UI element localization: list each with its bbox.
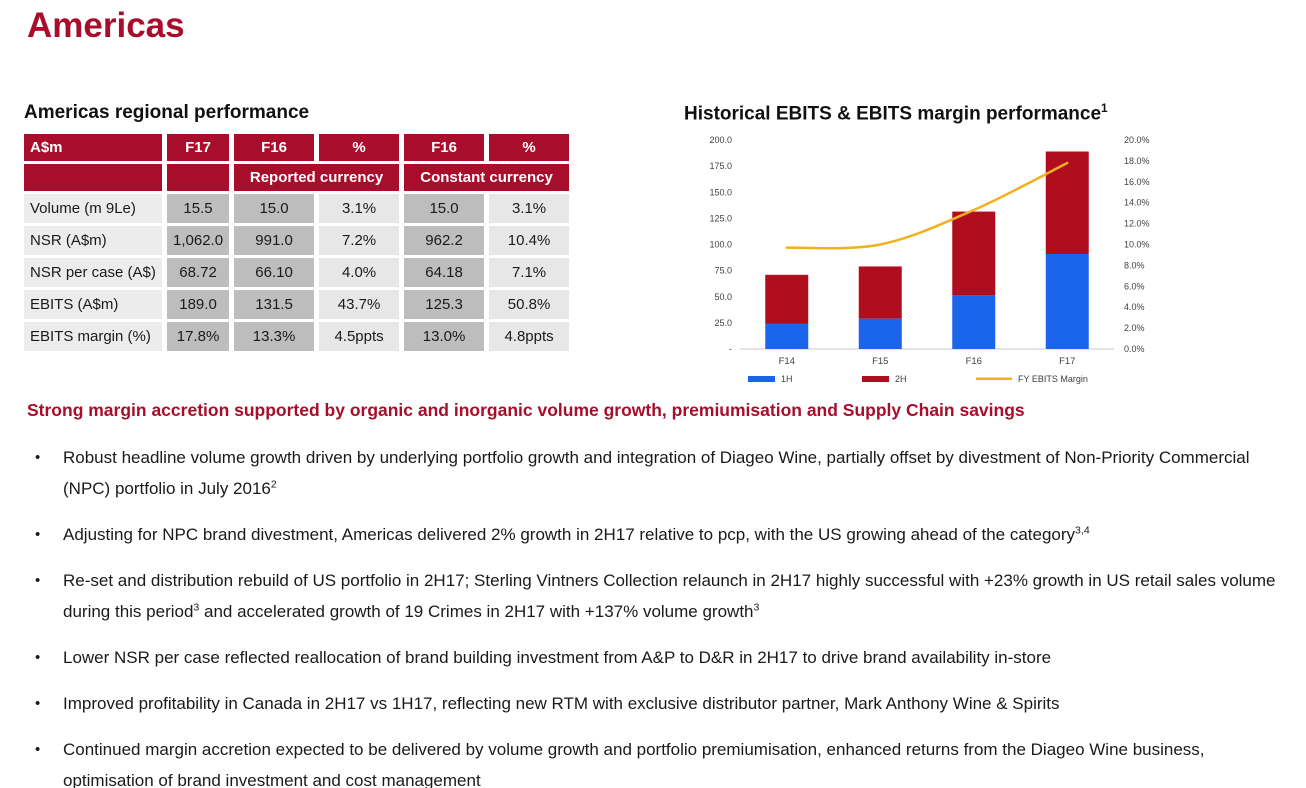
footnote-marker: 3,4 [1075,524,1090,537]
legend-label-2h: 2H [895,374,907,385]
bullet-list [27,442,1289,788]
right-axis-label: 20.0% [1124,135,1150,146]
col-header-f16-constant: F16 [404,134,484,161]
bullet-text: Re-set and distribution rebuild of US portfolio in 2H17; Sterling Vintners Collection relaunch in 2H17 highly successful with +23% growth in US retail sales volume during this period [63,571,1276,621]
table-row-volume [24,194,569,223]
cell-value: 50.8% [489,290,569,319]
bar-2h-f15 [859,267,902,319]
cell-value: 1,062.0 [167,226,229,255]
col-header-pct-constant: % [489,134,569,161]
cell-value: 13.3% [234,322,314,351]
bullet-item [27,442,1289,504]
cell-value: 125.3 [404,290,484,319]
col-header-asm: A$m [24,134,162,161]
left-axis-label: 25.0 [714,318,732,329]
bullet-text: Lower NSR per case reflected reallocation of brand building investment from A&P to D&R in 2H17 to drive brand availability in-store [63,648,1052,667]
bullet-text: Robust headline volume growth driven by underlying portfolio growth and integration of Diageo Wine, partially offset by divestment of Non-Priority Commercial (NPC) portfolio in July 2016 [63,448,1250,498]
chart-title [684,102,1264,125]
left-axis-label: - [729,344,732,355]
left-axis-label: 150.0 [709,187,732,198]
bullet-text: Adjusting for NPC brand divestment, Americas delivered 2% growth in 2H17 relative to pcp, with the US growing ahead of the category [63,525,1076,544]
cell-value: 15.0 [404,194,484,223]
left-axis-label: 100.0 [709,239,732,250]
left-axis-label: 75.0 [714,265,732,276]
cell-value: 10.4% [489,226,569,255]
right-axis-label: 2.0% [1124,323,1145,334]
right-axis-label: 10.0% [1124,239,1150,250]
chart-title-footnote-marker: 1 [1101,102,1108,115]
col-header-f16-reported: F16 [234,134,314,161]
cell-value: 3.1% [319,194,399,223]
bullet-text: and accelerated growth of 19 Crimes in 2H17 with +137% volume growth [199,602,754,621]
left-axis-label: 175.0 [709,161,732,172]
cell-value: 15.5 [167,194,229,223]
right-axis-label: 14.0% [1124,198,1150,209]
bullet-item [27,734,1289,788]
performance-table [19,131,574,354]
key-message: Strong margin accretion supported by organic and inorganic volume growth, premiumisation and Supply Chain savings [27,400,1025,420]
header-spacer-label [24,164,162,191]
right-axis-label: 8.0% [1124,260,1145,271]
bar-2h-f17 [1046,152,1089,255]
fy-ebits-margin-line [787,163,1068,248]
table-row-ebits-margin [24,322,569,351]
cell-value: 131.5 [234,290,314,319]
bullet-text: Continued margin accretion expected to be delivered by volume growth and portfolio premiumisation, enhanced returns from the Diageo Wine business, optimisation of brand investment and cost management [63,740,1205,788]
cell-value: 17.8% [167,322,229,351]
cell-value: 15.0 [234,194,314,223]
bar-1h-f15 [859,319,902,349]
right-axis-label: 4.0% [1124,302,1145,313]
cell-value: 7.2% [319,226,399,255]
cell-value: 13.0% [404,322,484,351]
bullet-item [27,642,1289,673]
bullet-item [27,688,1289,719]
col-header-pct-reported: % [319,134,399,161]
cell-value: 189.0 [167,290,229,319]
ebits-chart-section [684,102,1264,400]
row-label: EBITS margin (%) [24,322,162,351]
footnote-marker: 3 [193,601,200,614]
table-header-row-1 [24,134,569,161]
header-spacer-f17 [167,164,229,191]
left-axis-label: 125.0 [709,213,732,224]
bar-2h-f14 [765,275,808,324]
table-row-ebits [24,290,569,319]
bar-2h-f16 [952,212,995,295]
row-label: NSR (A$m) [24,226,162,255]
category-label: F17 [1059,356,1076,368]
bullet-text: Improved profitability in Canada in 2H17 vs 1H17, reflecting new RTM with exclusive distributor partner, Mark Anthony Wine & Spirits [63,694,1060,713]
bar-1h-f16 [952,295,995,349]
table-header-row-2 [24,164,569,191]
left-axis-label: 50.0 [714,292,732,303]
header-constant-currency: Constant currency [404,164,569,191]
right-axis-label: 6.0% [1124,281,1145,292]
legend-swatch-margin-line [976,378,1012,381]
table-title: Americas regional performance [24,102,310,123]
col-header-f17: F17 [167,134,229,161]
category-label: F15 [872,356,889,368]
cell-value: 68.72 [167,258,229,287]
right-axis-label: 16.0% [1124,177,1150,188]
footnote-marker: 2 [270,478,277,491]
bullet-item [27,565,1289,627]
right-axis-label: 18.0% [1124,156,1150,167]
cell-value: 4.0% [319,258,399,287]
cell-value: 962.2 [404,226,484,255]
legend-swatch-2h [862,376,889,382]
footnote-marker: 3 [753,601,760,614]
row-label: Volume (m 9Le) [24,194,162,223]
legend-swatch-1h [748,376,775,382]
cell-value: 66.10 [234,258,314,287]
legend-label-margin: FY EBITS Margin [1018,374,1088,385]
table-row-nsr-per-case [24,258,569,287]
cell-value: 43.7% [319,290,399,319]
cell-value: 7.1% [489,258,569,287]
legend-label-1h: 1H [781,374,793,385]
ebits-chart [684,132,1184,400]
right-axis-label: 12.0% [1124,218,1150,229]
chart-title-text: Historical EBITS & EBITS margin performance [684,103,1102,125]
page-title: Americas [27,6,185,45]
cell-value: 4.5ppts [319,322,399,351]
cell-value: 991.0 [234,226,314,255]
bullet-item [27,519,1289,550]
regional-performance-section [24,102,644,354]
row-label: EBITS (A$m) [24,290,162,319]
cell-value: 3.1% [489,194,569,223]
table-row-nsr [24,226,569,255]
cell-value: 4.8ppts [489,322,569,351]
category-label: F16 [965,356,982,368]
bar-1h-f14 [765,324,808,349]
row-label: NSR per case (A$) [24,258,162,287]
right-axis-label: 0.0% [1124,344,1145,355]
bar-1h-f17 [1046,254,1089,349]
cell-value: 64.18 [404,258,484,287]
header-reported-currency: Reported currency [234,164,399,191]
left-axis-label: 200.0 [709,135,732,146]
category-label: F14 [778,356,795,368]
